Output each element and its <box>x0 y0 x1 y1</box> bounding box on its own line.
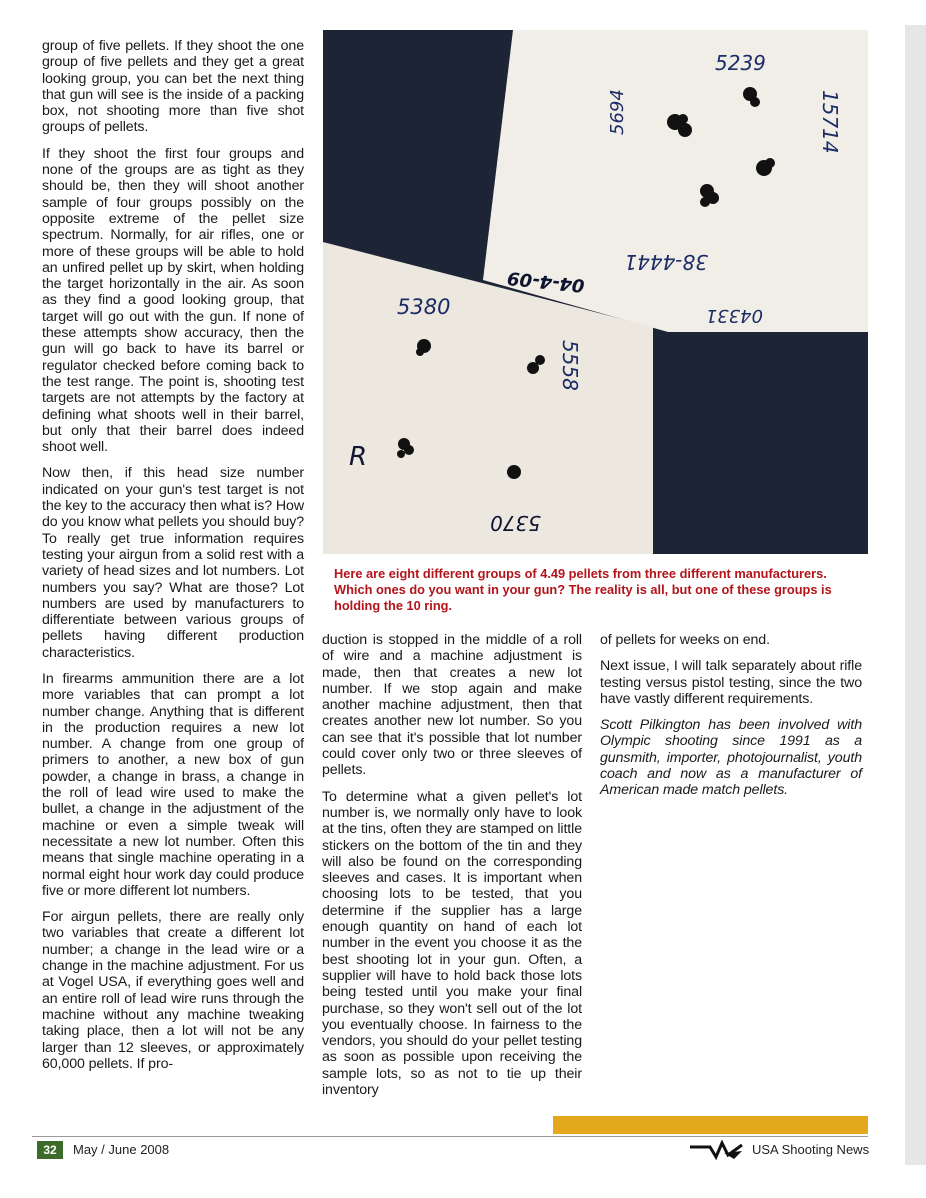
target-cards-photo <box>323 30 868 554</box>
label-r: R <box>349 442 368 472</box>
usa-shooting-logo-icon <box>688 1139 744 1161</box>
label-5370: 5370 <box>490 511 541 535</box>
article-column-2 <box>322 632 582 1108</box>
label-5558: 5558 <box>558 340 582 391</box>
paragraph: For airgun pellets, there are really only two variables that create a different lot number; a change in the lead wire or a change in the machine adjustment. For us at Vogel USA, if everything goes well and an entire roll of lead wire runs through the machine without any machine tweaking taking place, then a lot will not be any larger than 12 sleeves, or approximately 60,000 pellets. If pro- <box>42 909 304 1072</box>
author-bio: Scott Pilkington has been involved with Olympic shooting since 1991 as a gunsmith, importer, photojournalist, youth coach and now as a manufacturer of American made match pellets. <box>600 717 862 799</box>
page-number-badge: 32 <box>37 1141 63 1159</box>
paragraph: Now then, if this head size number indicated on your gun's test target is not the key to the accuracy then what is? How do you know what pellets you should buy? To really get true information requires testing your airgun from a solid rest with a variety of head sizes and lot numbers. Lot numbers you say? What are those? Lot numbers are used by manufacturers to differentiate between various groups of pellets having different production characteristics. <box>42 465 304 661</box>
issue-date: May / June 2008 <box>73 1142 170 1157</box>
article-column-3 <box>600 632 862 809</box>
article-column-1 <box>42 38 304 1082</box>
label-5239: 5239 <box>715 51 766 75</box>
target-cards-illustration <box>323 30 868 554</box>
page-edge-shadow <box>905 25 926 1165</box>
label-5694: 5694 <box>607 89 628 135</box>
label-15714: 15714 <box>818 90 842 154</box>
publication-name: USA Shooting News <box>752 1142 870 1157</box>
paragraph: Next issue, I will talk separately about rifle testing versus pistol testing, since the two have vastly different requirements. <box>600 658 862 707</box>
paragraph: In firearms ammunition there are a lot more variables that can prompt a lot number change. Anything that is different in the production requires a new lot number. A change from one group of primers to another, a new box of gun powder, a change in brass, a change in the roll of lead wire used to make the bullet, a change in the adjustment of the machine or even a simple tweak will necessitate a new lot number. Often this means that single machine operating in a normal eight hour work day could produce five or more different lot numbers. <box>42 670 304 899</box>
label-5380: 5380 <box>397 295 451 319</box>
paragraph: of pellets for weeks on end. <box>600 632 770 648</box>
paragraph: If they shoot the first four groups and none of the groups are as tight as they should be, then they will shoot another sample of four groups possibly on the opposite extreme of the pellet size spectrum. Normally, for air rifles, one or more of these groups will be able to hold an unfired pellet up by skirt, when holding the target horizontally in the air. As soon as they find a good looking group, that target will go out with the gun. If none of these attempts show accuracy, then the gun will go back to have its barrel or regulator checked before coming back to the test range. The point is, shooting test targets are not attempts by the factory at defining what shoots well in their barrel, but only that their barrel does indeed shoot well. <box>42 145 304 456</box>
photo-caption: Here are eight different groups of 4.49 pellets from three different manufacturers. Which ones do you want in your gun? The reality is all, but one of these groups is holding the 10 ring. <box>334 566 832 613</box>
accent-bar <box>553 1116 868 1134</box>
label-04331: 04331 <box>705 305 763 326</box>
label-04-4-09: 04-4-09 <box>506 266 586 296</box>
footer-divider <box>32 1136 868 1137</box>
paragraph: To determine what a given pellet's lot number is, we normally only have to look at the tins, often they are stamped on little stickers on the bottom of the tin and they will also be found on the corresponding sleeves and cases. It is important when choosing lots to be tested, that you determine if the supplier has a large enough quantity on hand of each lot number in the event you choose it as the best shooting lot in your gun. Often, a supplier will have to hold back those lots being tested until you make your final purchase, so they won't sell out of the lot you eventually choose. In fairness to the vendors, you should do your pellet testing as soon as possible upon receiving the sample lots, so as not to tie up their inventory <box>322 788 582 1099</box>
paragraph: group of five pellets. If they shoot the one group of five pellets and they get a great looking group, you can bet the next thing that gun will see is the inside of a packing box, not shooting more than five shot groups of pellets. <box>42 38 304 136</box>
label-38-4441: 38-4441 <box>624 250 708 274</box>
paragraph: duction is stopped in the middle of a roll of wire and a machine adjustment is made, then that creates a new lot number. If we stop again and make another machine adjustment, then that creates another new lot number. So you can see that it's possible that lot number could cover only two or three sleeves of pellets. <box>322 632 582 779</box>
